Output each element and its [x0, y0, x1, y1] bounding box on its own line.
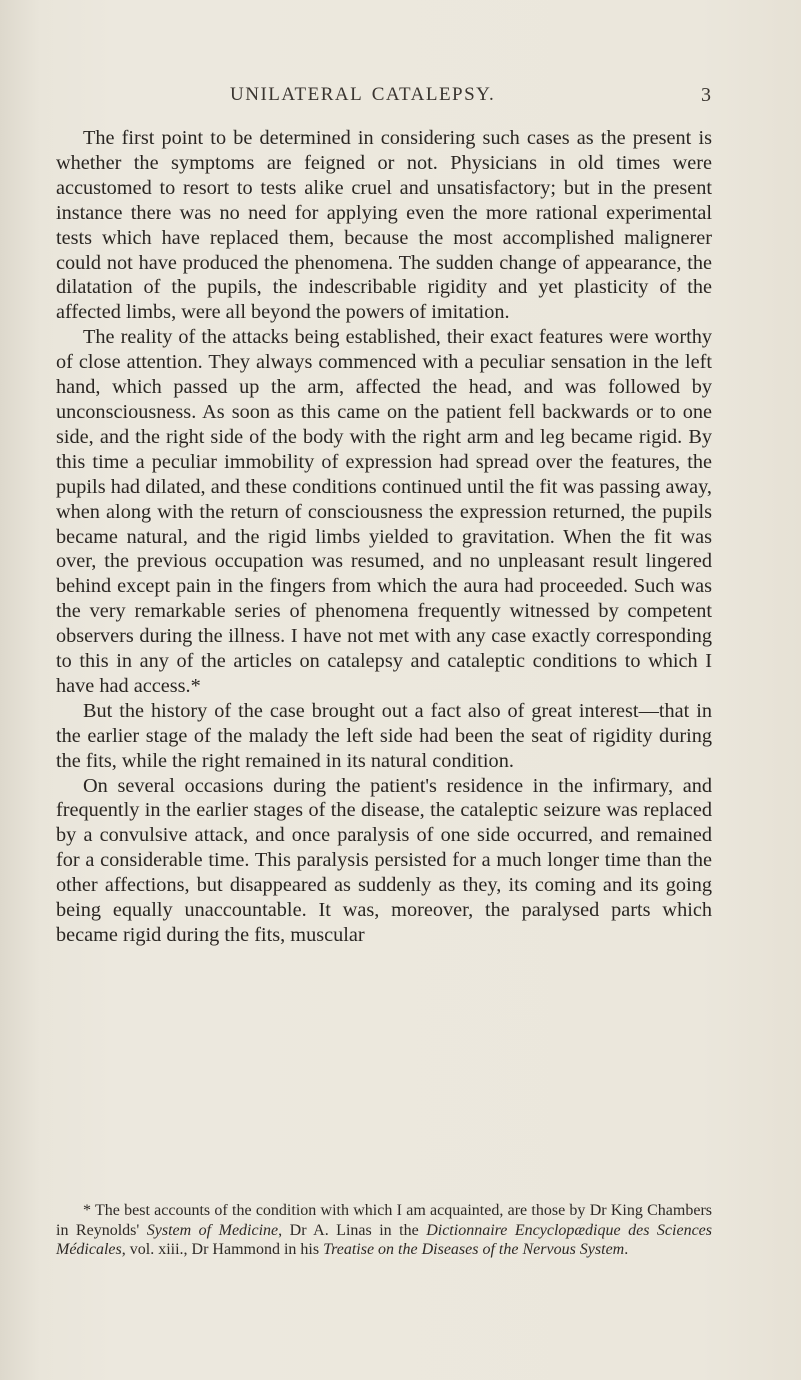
footnote-text-1: The best accounts of the condition with which I am acquainted, are those by Dr King Chambers in Reynolds': [56, 1202, 712, 1239]
paragraph-4: On several occasions during the patient's residence in the infirmary, and frequently in the earlier stages of the disease, the cataleptic seizure was replaced by a convulsive attack, and once paralysis of one side occurred, and remained for a considerable time. This paralysis persisted for a much longer time than the other affections, but disappeared as suddenly as they, its coming and its going being equally unaccountable. It was, moreover, the paralysed parts which became rigid during the fits, muscular: [56, 774, 712, 946]
footnote-title-1: System of Medicine: [146, 1221, 279, 1239]
footnote-title-2: Dictionnaire Encyclopædique des Sciences Médicales: [56, 1221, 712, 1258]
footnote-paragraph: [56, 1201, 712, 1260]
paragraph-2: The reality of the attacks being established, their exact features were worthy of close attention. They always commenced with a peculiar sensation in the left hand, which passed up the arm, affected the head, and was followed by unconsciousness. As soon as this came on the patient fell backwards or to one side, and the right side of the body with the right arm and leg became rigid. By this time a peculiar immobility of expression had spread over the features, the pupils had dilated, and these conditions continued until the fit was passing away, when along with the return of consciousness the expression returned, the pupils became natural, and the rigid limbs yielded to gravitation. When the fit was over, the previous occupation was resumed, and no unpleasant result lingered behind except pain in the fingers from which the aura had proceeded. Such was the very remarkable series of phenomena frequently witnessed by competent observers during the illness. I have not met with any case exactly corresponding to this in any of the articles on catalepsy and cataleptic conditions to which I have had access.*: [56, 326, 712, 697]
footnote: [56, 1201, 712, 1260]
paragraph-3: But the history of the case brought out a fact also of great interest—that in the earlier stage of the malady the left side had been the seat of rigidity during the fits, while the right remained in its natural condition.: [56, 699, 712, 772]
running-head: [0, 84, 801, 112]
footnote-text-2: , Dr A. Linas in the: [278, 1221, 427, 1239]
footnote-marker: *: [83, 1202, 91, 1219]
footnote-title-3: Treatise on the Diseases of the Nervous System: [323, 1241, 625, 1258]
paragraph-1: The first point to be determined in considering such cases as the present is whether the symptoms are feigned or not. Physicians in old times were accustomed to resort to tests alike cruel and unsatisfactory; but in the present instance there was no need for applying even the more rational experimental tests which have replaced them, because the most accomplished malignerer could not have produced the phenomena. The sudden change of appearance, the dilatation of the pupils, the indescribable rigidity and yet plasticity of the affected limbs, were all beyond the powers of imitation.: [56, 127, 712, 324]
footnote-text-4: .: [624, 1241, 629, 1258]
body-text: [56, 126, 712, 948]
running-title: UNILATERAL CATALEPSY.: [230, 84, 496, 105]
footnote-text-3: , vol. xiii., Dr Hammond in his: [121, 1241, 324, 1258]
page-number: 3: [701, 84, 711, 106]
